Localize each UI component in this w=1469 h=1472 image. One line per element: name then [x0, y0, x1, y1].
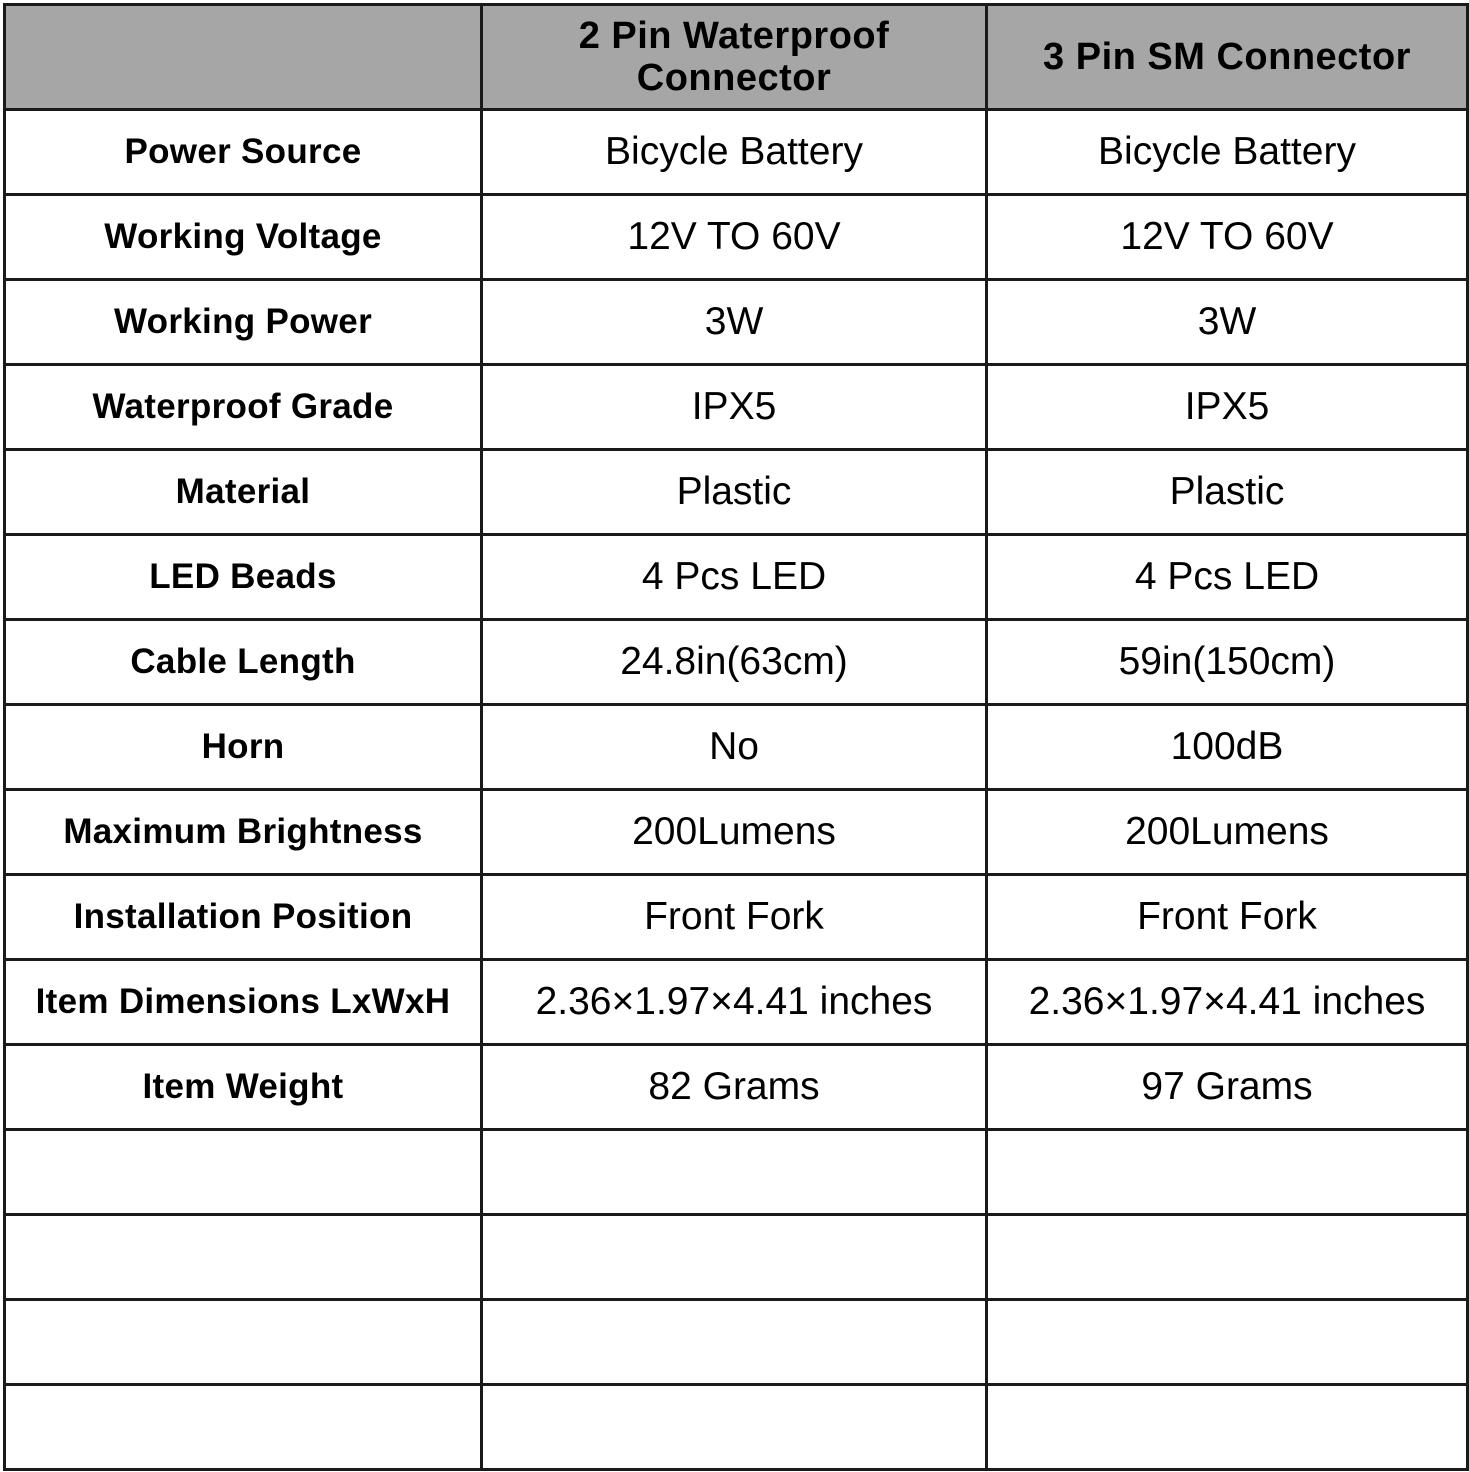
value-cell-2-pin [482, 1215, 987, 1300]
value-cell-2-pin: Plastic [482, 450, 987, 535]
value-cell-2-pin [482, 1300, 987, 1385]
value-cell-3-pin: 200Lumens [987, 790, 1468, 875]
table-row [5, 280, 1468, 365]
header-corner-cell [5, 5, 482, 110]
row-label-cell [5, 1300, 482, 1385]
value-cell-3-pin: Bicycle Battery [987, 110, 1468, 195]
value-cell-2-pin: Bicycle Battery [482, 110, 987, 195]
value-cell-2-pin: IPX5 [482, 365, 987, 450]
row-label-cell: Maximum Brightness [5, 790, 482, 875]
table-row [5, 790, 1468, 875]
row-label-cell: Installation Position [5, 875, 482, 960]
table-row [5, 1300, 1468, 1385]
table-row [5, 960, 1468, 1045]
row-label-cell: Power Source [5, 110, 482, 195]
row-label-cell: Working Power [5, 280, 482, 365]
row-label-cell: Horn [5, 705, 482, 790]
value-cell-3-pin: 2.36×1.97×4.41 inches [987, 960, 1468, 1045]
value-cell-3-pin: IPX5 [987, 365, 1468, 450]
comparison-table [3, 3, 1469, 1471]
value-cell-3-pin [987, 1215, 1468, 1300]
value-cell-3-pin [987, 1130, 1468, 1215]
value-cell-3-pin: Front Fork [987, 875, 1468, 960]
value-cell-3-pin [987, 1385, 1468, 1470]
value-cell-2-pin: 24.8in(63cm) [482, 620, 987, 705]
table-row [5, 1385, 1468, 1470]
table-row [5, 195, 1468, 280]
row-label-cell: Item Weight [5, 1045, 482, 1130]
value-cell-2-pin: 12V TO 60V [482, 195, 987, 280]
row-label-cell [5, 1385, 482, 1470]
value-cell-2-pin: 3W [482, 280, 987, 365]
table-row [5, 535, 1468, 620]
value-cell-2-pin [482, 1130, 987, 1215]
table-row [5, 450, 1468, 535]
value-cell-3-pin: 12V TO 60V [987, 195, 1468, 280]
table-row [5, 365, 1468, 450]
table-row [5, 620, 1468, 705]
value-cell-2-pin [482, 1385, 987, 1470]
table-row [5, 875, 1468, 960]
value-cell-3-pin [987, 1300, 1468, 1385]
value-cell-3-pin: 4 Pcs LED [987, 535, 1468, 620]
row-label-cell: LED Beads [5, 535, 482, 620]
value-cell-3-pin: 97 Grams [987, 1045, 1468, 1130]
value-cell-2-pin: 4 Pcs LED [482, 535, 987, 620]
table-row [5, 1130, 1468, 1215]
value-cell-2-pin: 2.36×1.97×4.41 inches [482, 960, 987, 1045]
row-label-cell: Waterproof Grade [5, 365, 482, 450]
value-cell-3-pin: 59in(150cm) [987, 620, 1468, 705]
header-row [5, 5, 1468, 110]
value-cell-2-pin: Front Fork [482, 875, 987, 960]
value-cell-2-pin: No [482, 705, 987, 790]
table-row [5, 705, 1468, 790]
header-col-2-pin-waterproof: 2 Pin Waterproof Connector [482, 5, 987, 110]
row-label-cell: Working Voltage [5, 195, 482, 280]
header-col-3-pin-sm: 3 Pin SM Connector [987, 5, 1468, 110]
row-label-cell [5, 1130, 482, 1215]
row-label-cell: Item Dimensions LxWxH [5, 960, 482, 1045]
table-row [5, 1215, 1468, 1300]
value-cell-3-pin: Plastic [987, 450, 1468, 535]
table-body [5, 110, 1468, 1470]
value-cell-2-pin: 82 Grams [482, 1045, 987, 1130]
row-label-cell: Cable Length [5, 620, 482, 705]
table-row [5, 1045, 1468, 1130]
row-label-cell [5, 1215, 482, 1300]
table-row [5, 110, 1468, 195]
value-cell-3-pin: 3W [987, 280, 1468, 365]
row-label-cell: Material [5, 450, 482, 535]
value-cell-3-pin: 100dB [987, 705, 1468, 790]
value-cell-2-pin: 200Lumens [482, 790, 987, 875]
